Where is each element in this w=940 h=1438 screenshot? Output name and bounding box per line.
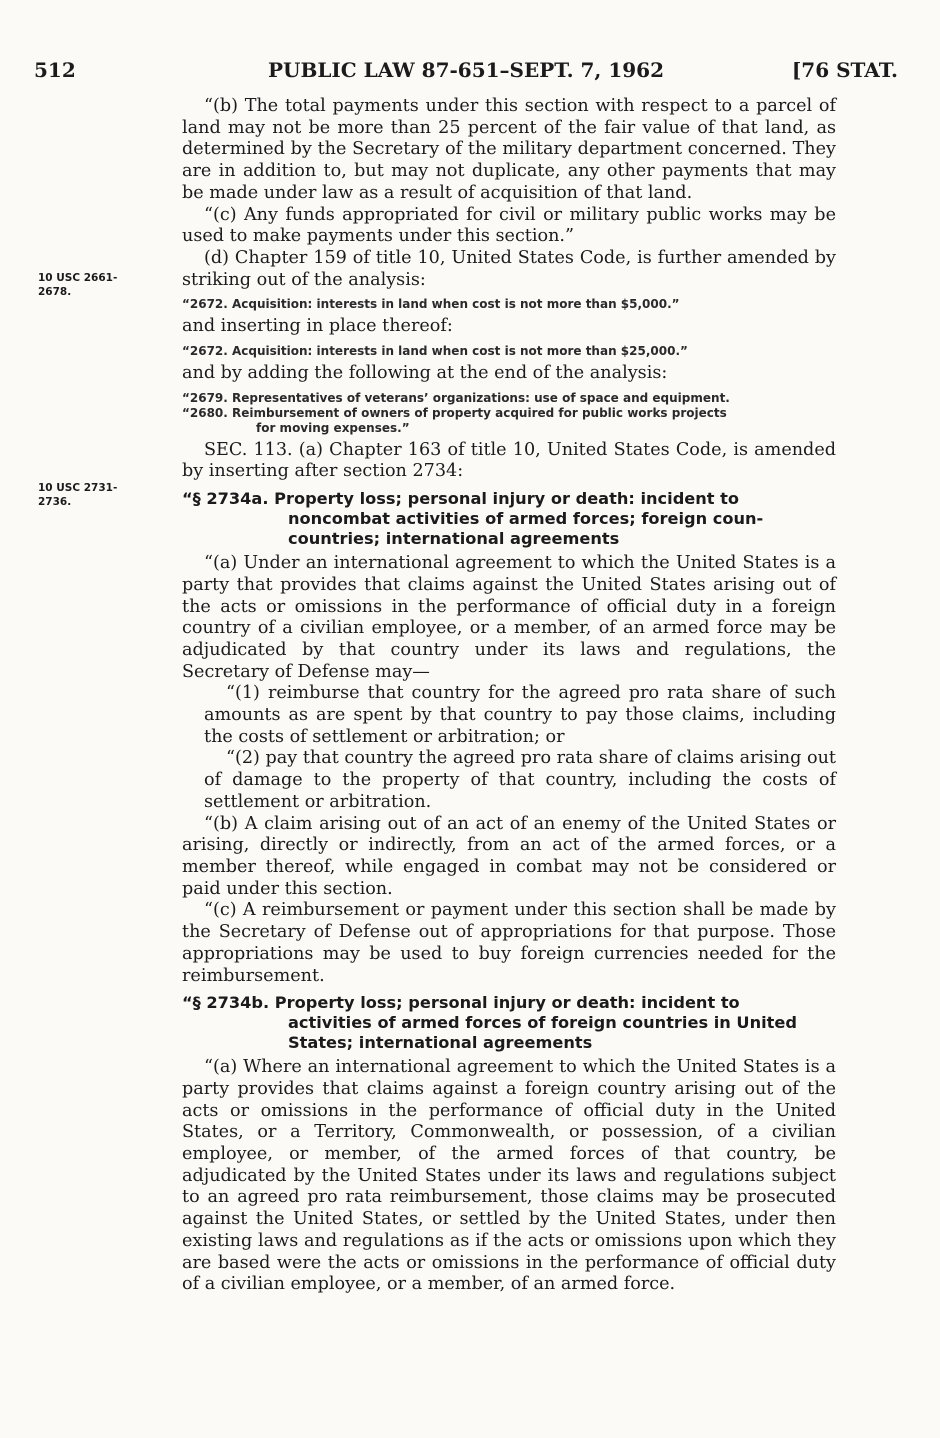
section-heading: “§ 2734b. Property loss; personal injury or death: incident to activities of armed forces of foreign countries in United States; international agreements	[182, 993, 797, 1053]
paragraph: “(b) The total payments under this section with respect to a parcel of land may not be more than 25 percent of the fair value of that land, as determined by the Secretary of the military department concerned. They are in addition to, but may not duplicate, any other payments that may be made under law as a result of acquisition of that land.	[182, 96, 836, 203]
statute-volume: [76 STAT.	[791, 58, 898, 82]
page-header	[34, 58, 898, 88]
document-body	[182, 96, 836, 1296]
analysis-entry: “2672. Acquisition: interests in land when cost is not more than $5,000.”	[182, 297, 680, 312]
paragraph: and by adding the following at the end of the analysis:	[182, 363, 668, 384]
running-title: PUBLIC LAW 87-651–SEPT. 7, 1962	[267, 58, 665, 82]
paragraph: (d) Chapter 159 of title 10, United States Code, is further amended by striking out of the analysis:	[182, 247, 836, 290]
margin-citation: 10 USC 2661- 2678.	[38, 272, 118, 298]
paragraph: and inserting in place thereof:	[182, 316, 453, 337]
analysis-entry: “2679. Representatives of veterans’ organizations: use of space and equipment. “2680. Reimbursement of owners of property acquired for public works projects for moving expenses.”	[182, 390, 730, 435]
section-heading: “§ 2734a. Property loss; personal injury or death: incident to noncombat activities of armed forces; foreign coun- countries; international agreements	[182, 489, 764, 549]
paragraph: “(a) Where an international agreement to which the United States is a party provides that claims against a foreign country arising out of the acts or omissions in the performance of official duty in the United States, or a Territory, Commonwealth, or possession, of a civilian employee, or member, of the armed forces of that country, be adjudicated by the United States under its laws and regulations subject to an agreed pro rata reimbursement, those claims may be prosecuted against the United States, or settled by the United States, under then existing laws and regulations as if the acts or omissions upon which they are based were the acts or omissions in the performance of official duty of a civilian employee, or a member, of an armed force.	[182, 1057, 836, 1295]
paragraph: “(2) pay that country the agreed pro rata share of claims arising out of damage to the property of that country, including the costs of settlement or arbitration.	[204, 748, 836, 812]
paragraph: “(c) A reimbursement or payment under this section shall be made by the Secretary of Defense out of appropriations for that purpose. Those appropriations may be used to buy foreign currencies needed for the reimbursement.	[182, 900, 836, 986]
paragraph: “(a) Under an international agreement to which the United States is a party that provides that claims against the United States arising out of the acts or omissions in the performance of official duty in a foreign country of a civilian employee, or a member, of an armed force may be adjudicated by that country under its laws and regulations, the Secretary of Defense may—	[182, 553, 836, 682]
paragraph: “(1) reimburse that country for the agreed pro rata share of such amounts as are spent by that country to pay those claims, including the costs of settlement or arbitration; or	[204, 683, 836, 747]
paragraph: SEC. 113. (a) Chapter 163 of title 10, United States Code, is amended by inserting after section 2734:	[182, 439, 836, 482]
paragraph: “(b) A claim arising out of an act of an enemy of the United States or arising, directly or indirectly, from an act of the armed forces, or a member thereof, while engaged in combat may not be considered or paid under this section.	[182, 813, 836, 899]
paragraph: “(c) Any funds appropriated for civil or military public works may be used to make payments under this section.”	[182, 204, 836, 247]
analysis-entry: “2672. Acquisition: interests in land when cost is not more than $25,000.”	[182, 344, 688, 359]
page-number: 512	[34, 58, 76, 82]
margin-citation: 10 USC 2731- 2736.	[38, 482, 118, 508]
